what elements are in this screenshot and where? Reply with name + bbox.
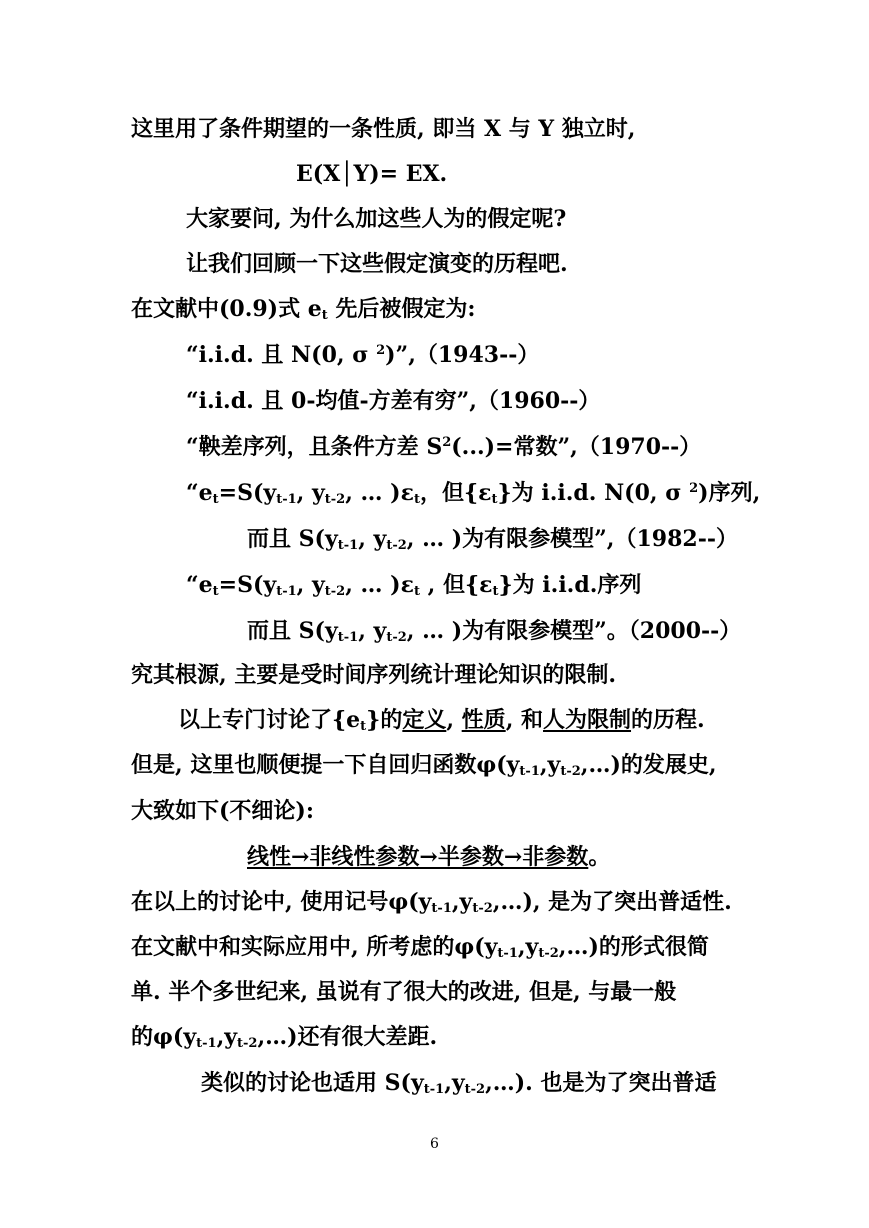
text-line-13: 究其根源, 主要是受时间序列统计理论知识的限制. (131, 662, 616, 688)
development-chain: 线性→非线性参数→半参数→非参数。 (247, 844, 611, 870)
text-line-15: 但是, 这里也顺便提一下自回归函数$\varphi(y_{t-1},y_{t-2},\dots)$的发展史, (131, 752, 717, 779)
assumption-2000-line-1: “$e_t=S(y_{t-1}$, $y_{t-2}$, … )$\varepsilon_t$ , 但$\{\varepsilon_t\}$为 i.i.d.序列 (186, 572, 642, 599)
assumption-1982-line-1: “$e_t=S(y_{t-1}$, $y_{t-2}$, … )$\varepsilon_t$，但$\{\varepsilon_t\}$为 i.i.d. N(0, σ $^2$)序列, (186, 480, 761, 507)
assumption-1982-line-2: 而且 $S(y_{t-1}$, $y_{t-2}$, … )为有限参模型”,（1982--） (247, 526, 738, 553)
text-line-4: 让我们回顾一下这些假定演变的历程吧. (186, 251, 568, 277)
assumption-2000-line-2: 而且 $S(y_{t-1}$, $y_{t-2}$, … )为有限参模型”。（2000--） (247, 618, 742, 645)
assumption-1960: “i.i.d. 且 0-均值-方差有穷”,（1960--） (186, 388, 601, 414)
page-number: 6 (430, 1136, 439, 1152)
text-line-3: 大家要问, 为什么加这些人为的假定呢? (186, 206, 567, 232)
text-line-21: 的$\varphi(y_{t-1},y_{t-2},\dots)$还有很大差距. (131, 1024, 438, 1051)
text-line-1: 这里用了条件期望的一条性质, 即当 X 与 Y 独立时, (131, 116, 636, 142)
assumption-1943: “i.i.d. 且 N(0, σ $^2$)”,（1943--） (186, 342, 540, 368)
text-line-19: 在文献中和实际应用中, 所考虑的$\varphi(y_{t-1},y_{t-2},\dots)$的形式很简 (131, 934, 709, 961)
text-line-20: 单. 半个多世纪来, 虽说有了很大的改进, 但是, 与最一般 (131, 979, 677, 1005)
formula-line: E(X│Y)= EX. (296, 161, 448, 187)
text-line-22: 类似的讨论也适用 $S(y_{t-1},y_{t-2},\dots)$. 也是为了突出普适 (201, 1070, 717, 1097)
assumption-1970: “鞅差序列，且条件方差 $S^2(...)=$常数”,（1970--） (186, 434, 702, 460)
text-line-18: 在以上的讨论中, 使用记号$\varphi(y_{t-1},y_{t-2},\dots)$, 是为了突出普适性. (131, 889, 732, 916)
text-line-5: 在文献中(0.9)式 $e_t$ 先后被假定为: (131, 296, 476, 323)
text-line-14: 以上专门讨论了$\{e_t\}$的定义, 性质, 和人为限制的历程. (178, 707, 705, 734)
text-line-16: 大致如下(不细论): (131, 798, 314, 824)
